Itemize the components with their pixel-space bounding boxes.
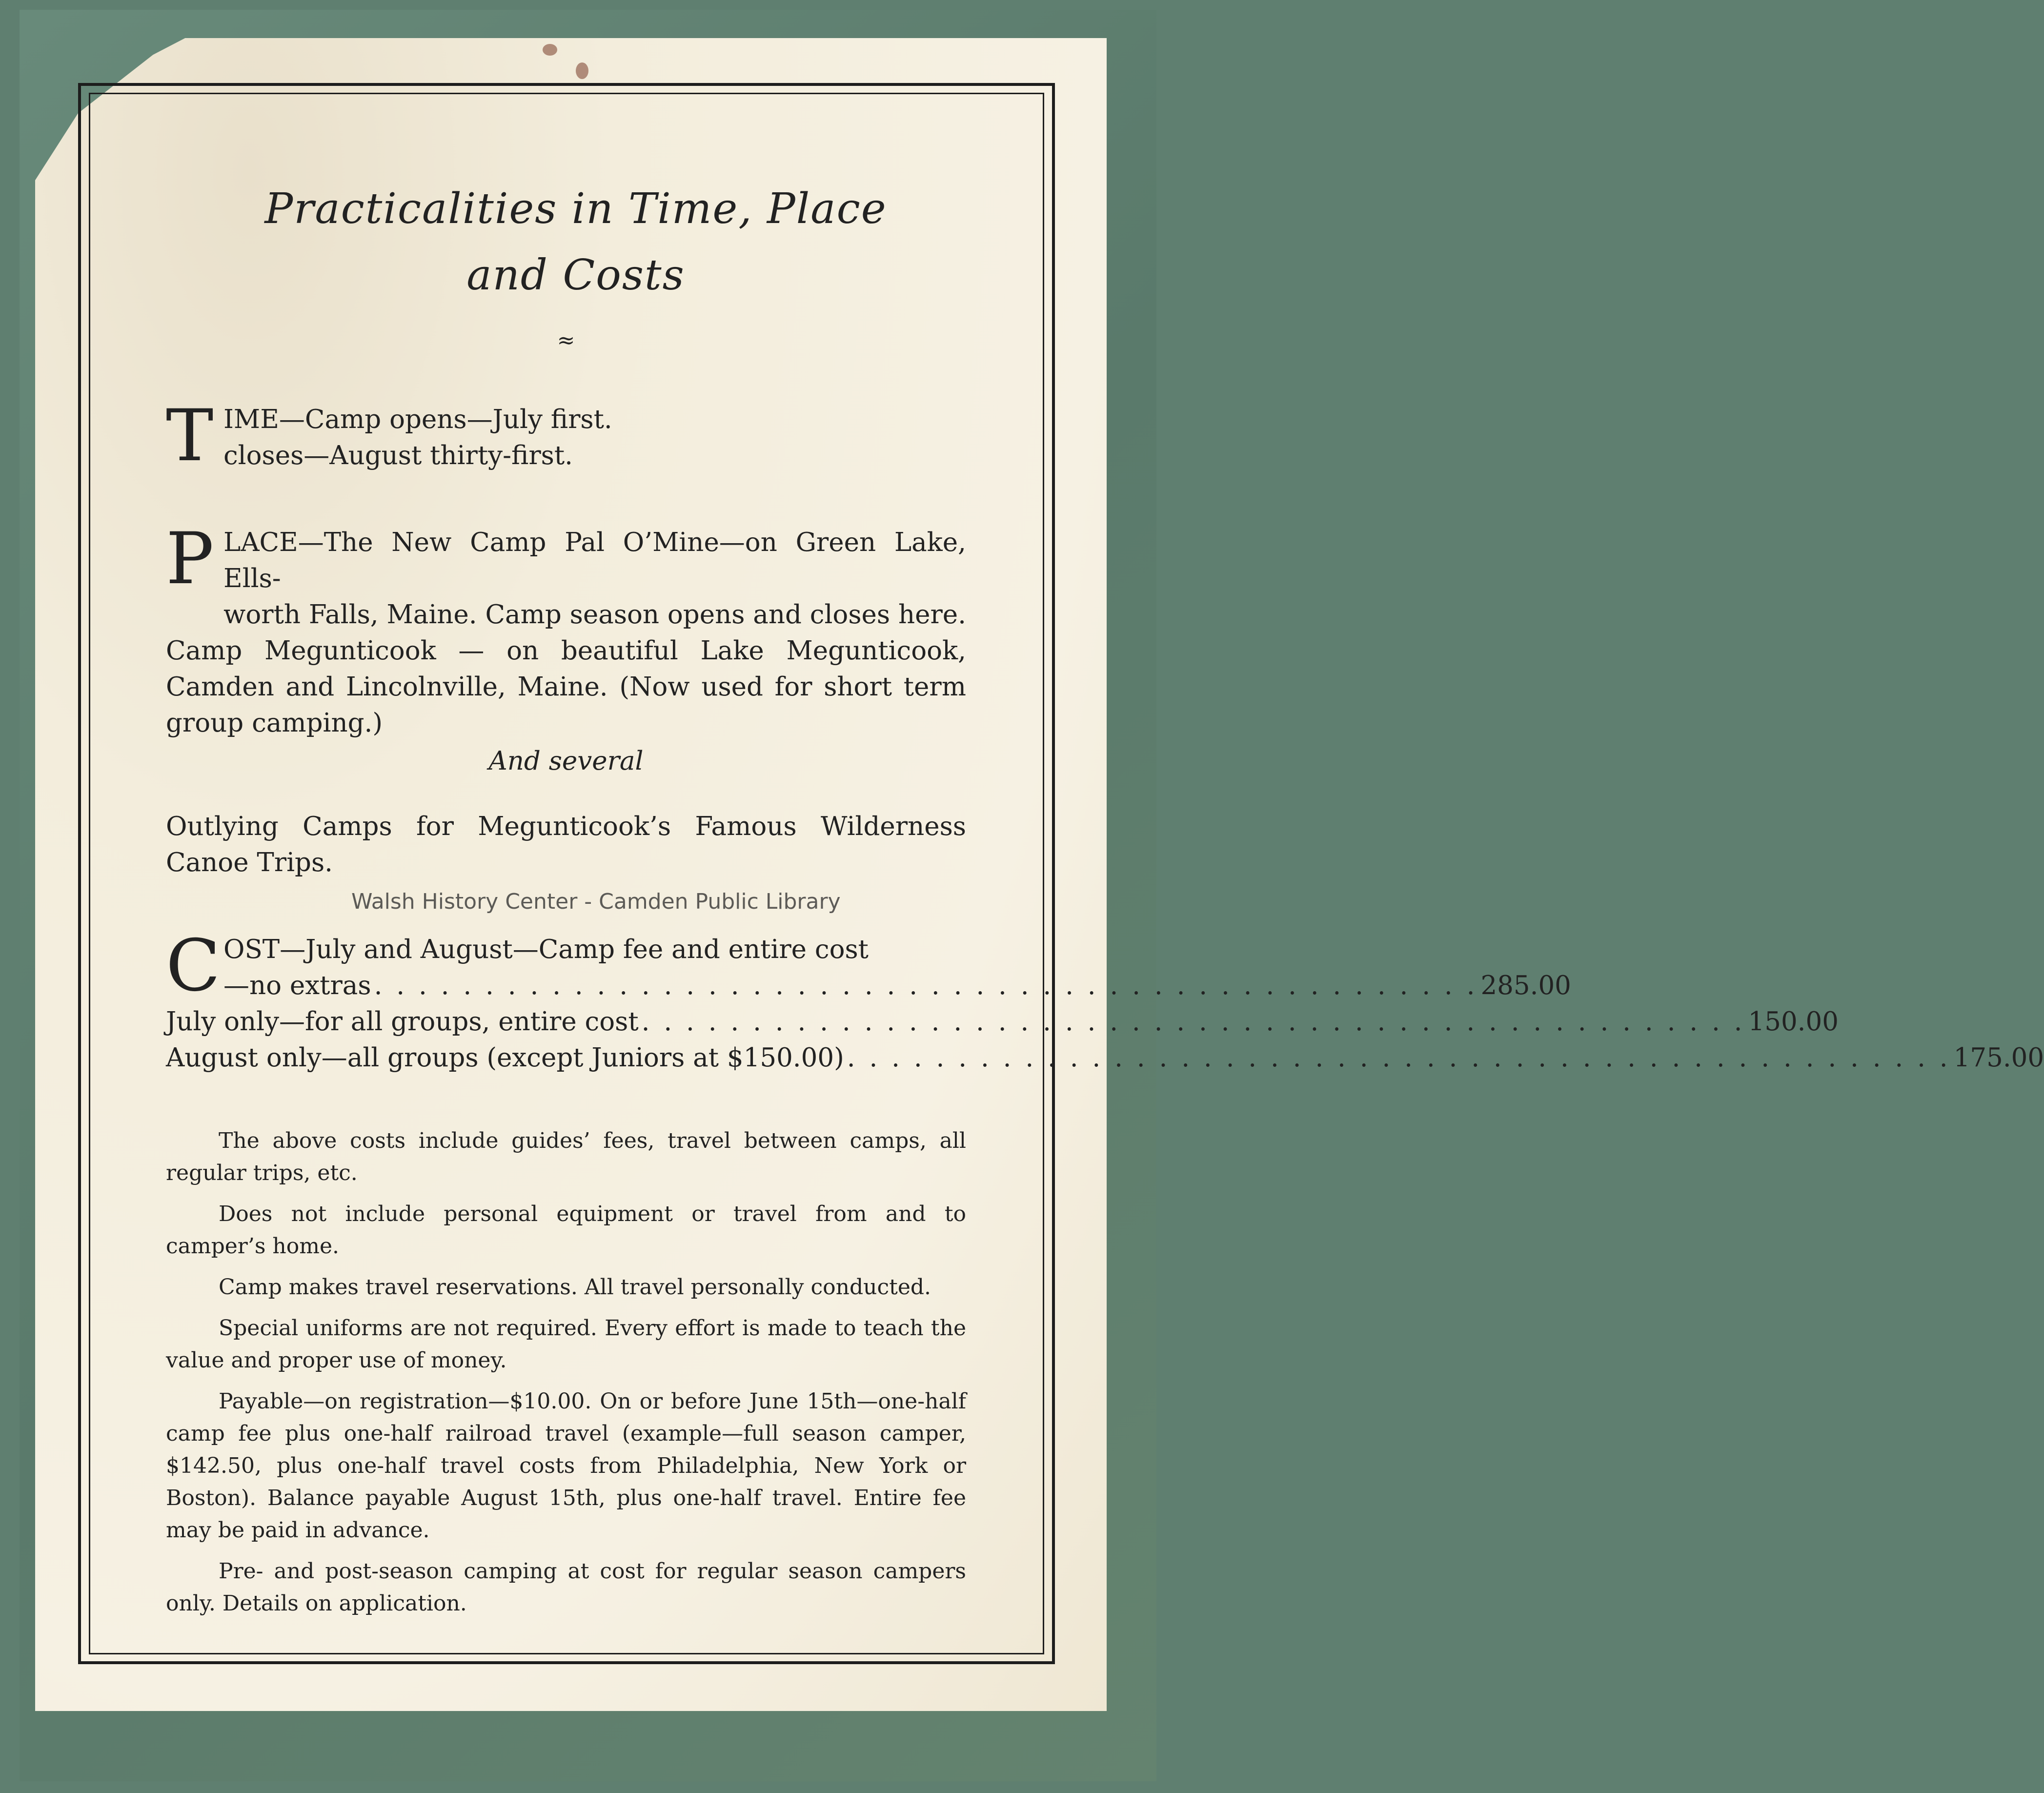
cost-section — [166, 924, 2044, 1076]
note-paragraph: Pre- and post-season camping at cost for regular season campers only. Details on application. — [166, 1559, 966, 1616]
outlying-camps: Outlying Camps for Megunticook’s Famous Wilderness Canoe Trips. — [166, 812, 966, 877]
leader-dots: . . . . . . . . . . . . . . . . . . . . . . . . . . . . . . . . . . . . . . . . . . . . . . . . . . — [641, 1007, 1745, 1037]
cost-line-1: OST—July and August—Camp fee and entire cost — [223, 935, 869, 964]
title-line-2: and Costs — [466, 251, 685, 300]
cost-row — [166, 1040, 2044, 1076]
cost-label: —no extras — [223, 971, 371, 1000]
leader-dots: . . . . . . . . . . . . . . . . . . . . . . . . . . . . . . . . . . . . . . . . . . . . . . . . . . — [847, 1043, 1951, 1073]
note-paragraph: Payable—on registration—$10.00. On or before June 15th—one-half camp fee plus one-half railroad travel (example—full season camper, $142.50, plus one-half travel costs from Philadelphia, New York or Boston). Balance payable August 15th, plus one-half travel. Entire fee may be paid in advance. — [166, 1389, 966, 1543]
drop-cap: T — [166, 394, 214, 477]
place-line-1: LACE—The New Camp Pal O’Mine—on Green Lake, Ells- — [223, 528, 966, 593]
place-section — [166, 517, 966, 881]
cost-amount: 175.00 — [1953, 1043, 2044, 1073]
note-paragraph: Does not include personal equipment or travel from and to camper’s home. — [166, 1202, 966, 1259]
drop-cap: C — [166, 924, 221, 1007]
cost-label: August only—all groups (except Juniors at $150.00) — [166, 1043, 844, 1073]
stain-mark — [576, 62, 588, 79]
and-several: And several — [488, 746, 644, 776]
title-line-1: Practicalities in Time, Place — [264, 184, 887, 233]
place-line-2: worth Falls, Maine. Camp season opens and closes here. — [223, 600, 966, 630]
note-paragraph: Camp makes travel reservations. All travel personally conducted. — [219, 1275, 931, 1300]
cost-row — [166, 1004, 1839, 1040]
time-section — [166, 394, 966, 477]
time-line-2: closes—August thirty-first. — [223, 441, 573, 470]
time-line-1: IME—Camp opens—July first. — [223, 405, 612, 434]
cost-row — [166, 968, 1571, 1004]
ornament-icon: ≈ — [557, 328, 575, 353]
watermark: Walsh History Center - Camden Public Library — [351, 889, 841, 914]
leader-dots: . . . . . . . . . . . . . . . . . . . . . . . . . . . . . . . . . . . . . . . . . . . . . . . . . . — [374, 971, 1478, 1000]
note-paragraph: The above costs include guides’ fees, travel between camps, all regular trips, etc. — [166, 1128, 966, 1185]
note-paragraph: Special uniforms are not required. Every effort is made to teach the value and proper use of money. — [166, 1316, 966, 1373]
stain-mark — [543, 44, 557, 56]
cost-amount: 150.00 — [1748, 1007, 1839, 1037]
cost-amount: 285.00 — [1480, 971, 1571, 1000]
drop-cap: P — [166, 517, 214, 600]
page-title — [185, 176, 966, 308]
cost-label: July only—for all groups, entire cost — [166, 1007, 639, 1037]
place-rest: Camp Megunticook — on beautiful Lake Megunticook, Camden and Lincolnville, Maine. (Now used for short term group camping.) — [166, 636, 966, 738]
notes-section — [166, 1125, 966, 1620]
